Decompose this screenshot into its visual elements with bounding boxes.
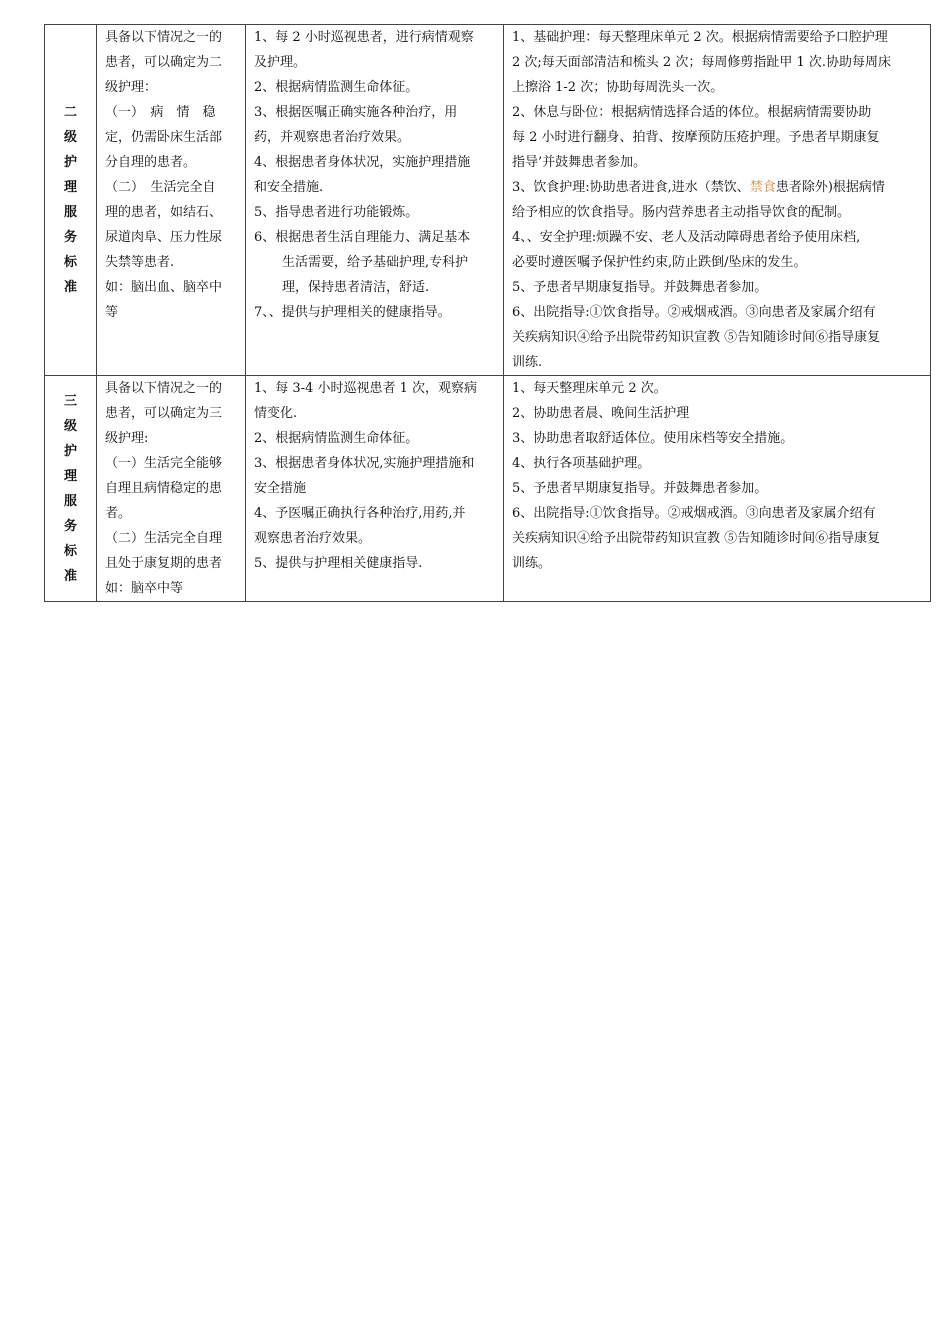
text-line: 2、休息与卧位：根据病情选择合适的体位。根据病情需要协助 <box>512 105 872 120</box>
text-line: 等 <box>105 305 119 320</box>
text-line: 6、根据患者生活自理能力、满足基本 <box>254 230 471 245</box>
text-line: 6、出院指导:①饮食指导。②戒烟戒酒。③向患者及家属介绍有 <box>512 305 876 320</box>
text-line: 级护理: <box>105 431 149 446</box>
text-line: 2、根据病情监测生命体征。 <box>254 80 419 95</box>
text-line: 必要时遵医嘱予保护性约束,防止跌倒/坠床的发生。 <box>512 255 807 270</box>
text-line: 每 2 小时进行翻身、拍背、按摩预防压疮护理。予患者早期康复 <box>512 130 880 145</box>
text-line: 训练. <box>512 355 543 370</box>
patrol-cell <box>246 25 504 376</box>
text-line: 5、指导患者进行功能锻炼。 <box>254 205 419 220</box>
text-line: 患者，可以确定为三 <box>105 406 223 421</box>
text-line: 1、每 3-4 小时巡视患者 1 次，观察病 <box>254 381 478 396</box>
text-line: 患者，可以确定为二 <box>105 55 223 70</box>
criteria-cell <box>97 376 246 602</box>
criteria-cell <box>97 25 246 376</box>
text-line: 自理且病情稳定的患 <box>105 481 223 496</box>
patrol-cell <box>246 376 504 602</box>
text-line: 4、根据患者身体状况，实施护理措施 <box>254 155 471 170</box>
text-line: 3、协助患者取舒适体位。使用床档等安全措施。 <box>512 431 794 446</box>
text-line: 观察患者治疗效果。 <box>254 531 372 546</box>
text-line: 如：脑出血、脑卒中 <box>105 280 223 295</box>
table-row <box>45 376 931 602</box>
text-line: 2、协助患者晨、晚间生活护理 <box>512 406 690 421</box>
text-line: 5、予患者早期康复指导。并鼓舞患者参加。 <box>512 280 768 295</box>
text-line: （一） 病 情 稳 <box>105 105 216 120</box>
text-line: 尿道肉阜、压力性尿 <box>105 230 223 245</box>
text-fragment: 患者除外)根据病情 <box>775 180 885 195</box>
text-line: 7、、提供与护理相关的健康指导。 <box>254 305 451 320</box>
table-row <box>45 25 931 376</box>
text-line: 上擦浴 1-2 次；协助每周洗头一次。 <box>512 80 724 95</box>
text-line: 具备以下情况之一的 <box>105 30 223 45</box>
text-line: 失禁等患者. <box>105 255 175 270</box>
text-line: 和安全措施. <box>254 180 324 195</box>
level-label-cell <box>45 376 97 602</box>
text-line: 4、执行各项基础护理。 <box>512 456 651 471</box>
text-line: 生活需要，给予基础护理,专科护 <box>282 255 469 270</box>
highlighted-term: 禁食 <box>749 180 776 195</box>
text-line: （一）生活完全能够 <box>105 456 223 471</box>
text-line: （二）生活完全自理 <box>105 531 223 546</box>
text-line: （二） 生活完全自 <box>105 180 216 195</box>
content-cell <box>504 376 931 602</box>
text-line: 关疾病知识④给予出院带药知识宣教 ⑤告知随诊时间⑥指导康复 <box>512 330 881 345</box>
text-line: 1、每天整理床单元 2 次。 <box>512 381 667 396</box>
text-line: 4、、安全护理:烦躁不安、老人及活动障碍患者给予使用床档, <box>512 230 861 245</box>
text-line: 4、予医嘱正确执行各种治疗,用药,并 <box>254 506 466 521</box>
nursing-standards-table <box>44 24 931 602</box>
text-line: 者。 <box>105 506 132 521</box>
text-line: 安全措施 <box>254 481 307 496</box>
text-line: 情变化. <box>254 406 298 421</box>
content-cell <box>504 25 931 376</box>
text-line: 1、基础护理：每天整理床单元 2 次。根据病情需要给予口腔护理 <box>512 30 888 45</box>
text-line: 3、根据患者身体状况,实施护理措施和 <box>254 456 475 471</box>
text-line: 3、根据医嘱正确实施各种治疗，用 <box>254 105 458 120</box>
text-line: 级护理： <box>105 80 158 95</box>
text-line: 6、出院指导:①饮食指导。②戒烟戒酒。③向患者及家属介绍有 <box>512 506 876 521</box>
level-label: 二级护理服务标准 <box>63 105 77 295</box>
level-label: 三级护理服务标准 <box>63 393 77 584</box>
text-line: 给予相应的饮食指导。肠内营养患者主动指导饮食的配制。 <box>512 205 851 220</box>
text-line: 5、予患者早期康复指导。并鼓舞患者参加。 <box>512 481 768 496</box>
text-fragment: 3、饮食护理:协助患者进食,进水（禁饮、 <box>512 180 750 195</box>
text-line: 理，保持患者清洁，舒适. <box>282 280 430 295</box>
text-line: 如：脑卒中等 <box>105 581 184 596</box>
text-line: 分自理的患者。 <box>105 155 197 170</box>
text-line: 5、提供与护理相关健康指导. <box>254 556 423 571</box>
level-label-cell <box>45 25 97 376</box>
text-line: 具备以下情况之一的 <box>105 381 223 396</box>
text-line: 训练。 <box>512 556 552 571</box>
text-line: 及护理。 <box>254 55 307 70</box>
text-line: 2、根据病情监测生命体征。 <box>254 431 419 446</box>
text-line: 2 次;每天面部清洁和梳头 2 次；每周修剪指趾甲 1 次.协助每周床 <box>512 55 891 70</box>
text-line: 指导’并鼓舞患者参加。 <box>512 155 647 170</box>
text-line: 定，仍需卧床生活部 <box>105 130 223 145</box>
text-line: 1、每 2 小时巡视患者，进行病情观察 <box>254 30 474 45</box>
text-line: 理的患者，如结石、 <box>105 205 223 220</box>
text-line <box>504 175 930 200</box>
text-line: 药，并观察患者治疗效果。 <box>254 130 411 145</box>
text-line: 关疾病知识④给予出院带药知识宣教 ⑤告知随诊时间⑥指导康复 <box>512 531 881 546</box>
text-line: 且处于康复期的患者 <box>105 556 223 571</box>
